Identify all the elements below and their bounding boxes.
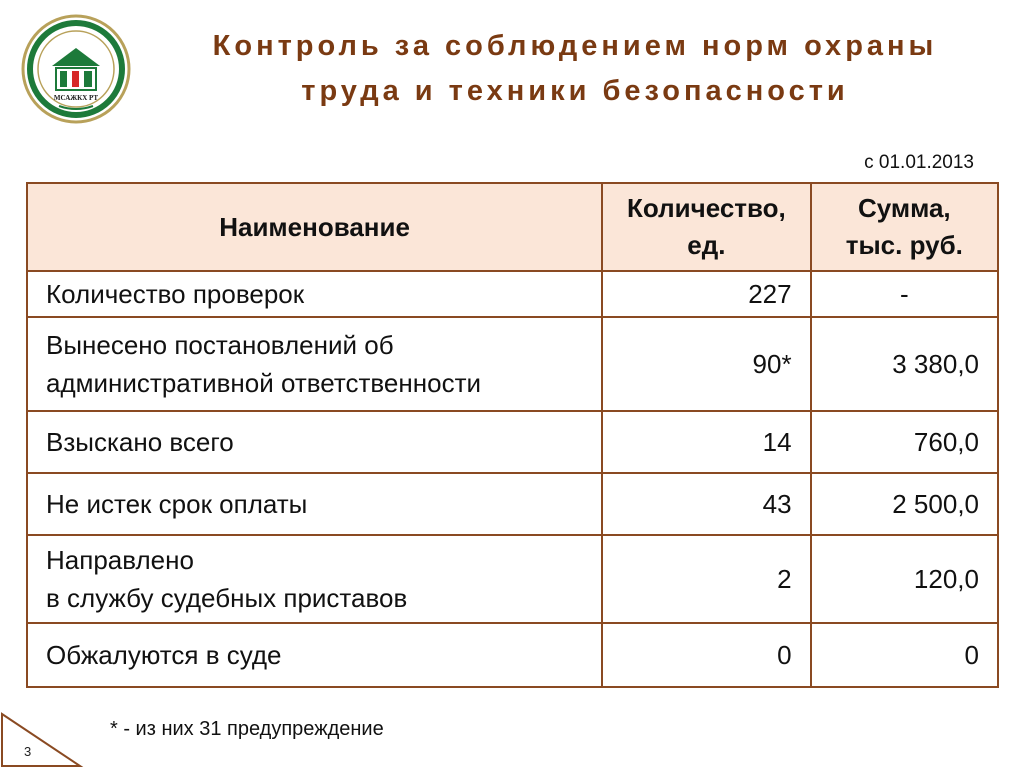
row-sum: 2 500,0 bbox=[811, 473, 998, 535]
table-row bbox=[27, 271, 998, 317]
row-name-line-2: административной ответственности bbox=[46, 368, 482, 398]
row-quantity: 43 bbox=[602, 473, 810, 535]
table-row bbox=[27, 623, 998, 687]
row-sum: - bbox=[811, 271, 998, 317]
row-name-line-2: в службу судебных приставов bbox=[46, 583, 408, 613]
row-quantity: 90* bbox=[602, 317, 810, 411]
row-name bbox=[27, 535, 602, 623]
header-sum-line-2: тыс. руб. bbox=[845, 230, 963, 260]
title-line-2: труда и техники безопасности bbox=[301, 75, 849, 107]
row-name: Взыскано всего bbox=[27, 411, 602, 473]
row-sum: 3 380,0 bbox=[811, 317, 998, 411]
row-name-line-1: Направлено bbox=[46, 545, 194, 575]
table-row bbox=[27, 317, 998, 411]
row-name bbox=[27, 317, 602, 411]
organization-logo-icon bbox=[14, 14, 138, 124]
header-quantity-line-2: ед. bbox=[687, 230, 726, 260]
header-sum bbox=[811, 183, 998, 271]
row-sum: 120,0 bbox=[811, 535, 998, 623]
header-quantity bbox=[602, 183, 810, 271]
row-name: Количество проверок bbox=[27, 271, 602, 317]
table-row bbox=[27, 411, 998, 473]
inspection-summary-table bbox=[26, 182, 999, 688]
row-quantity: 14 bbox=[602, 411, 810, 473]
svg-text:МСАЖКХ РТ: МСАЖКХ РТ bbox=[53, 94, 99, 102]
row-name: Не истек срок оплаты bbox=[27, 473, 602, 535]
row-quantity: 0 bbox=[602, 623, 810, 687]
footnote: * - из них 31 предупреждение bbox=[110, 718, 384, 740]
row-quantity: 227 bbox=[602, 271, 810, 317]
header-sum-line-1: Сумма, bbox=[857, 193, 951, 223]
row-sum: 0 bbox=[811, 623, 998, 687]
row-name-line-1: Вынесено постановлений об bbox=[46, 330, 394, 360]
header-quantity-line-1: Количество, bbox=[627, 193, 786, 223]
row-name: Обжалуются в суде bbox=[27, 623, 602, 687]
header-name: Наименование bbox=[27, 183, 602, 271]
table-row bbox=[27, 473, 998, 535]
page-title bbox=[150, 24, 1000, 114]
table-row bbox=[27, 535, 998, 623]
page-number: 3 bbox=[24, 744, 32, 759]
row-quantity: 2 bbox=[602, 535, 810, 623]
table-header-row bbox=[27, 183, 998, 271]
page-corner-triangle-icon bbox=[0, 712, 86, 768]
title-line-1: Контроль за соблюдением норм охраны bbox=[212, 30, 938, 62]
date-label: с 01.01.2013 bbox=[864, 152, 974, 173]
row-sum: 760,0 bbox=[811, 411, 998, 473]
